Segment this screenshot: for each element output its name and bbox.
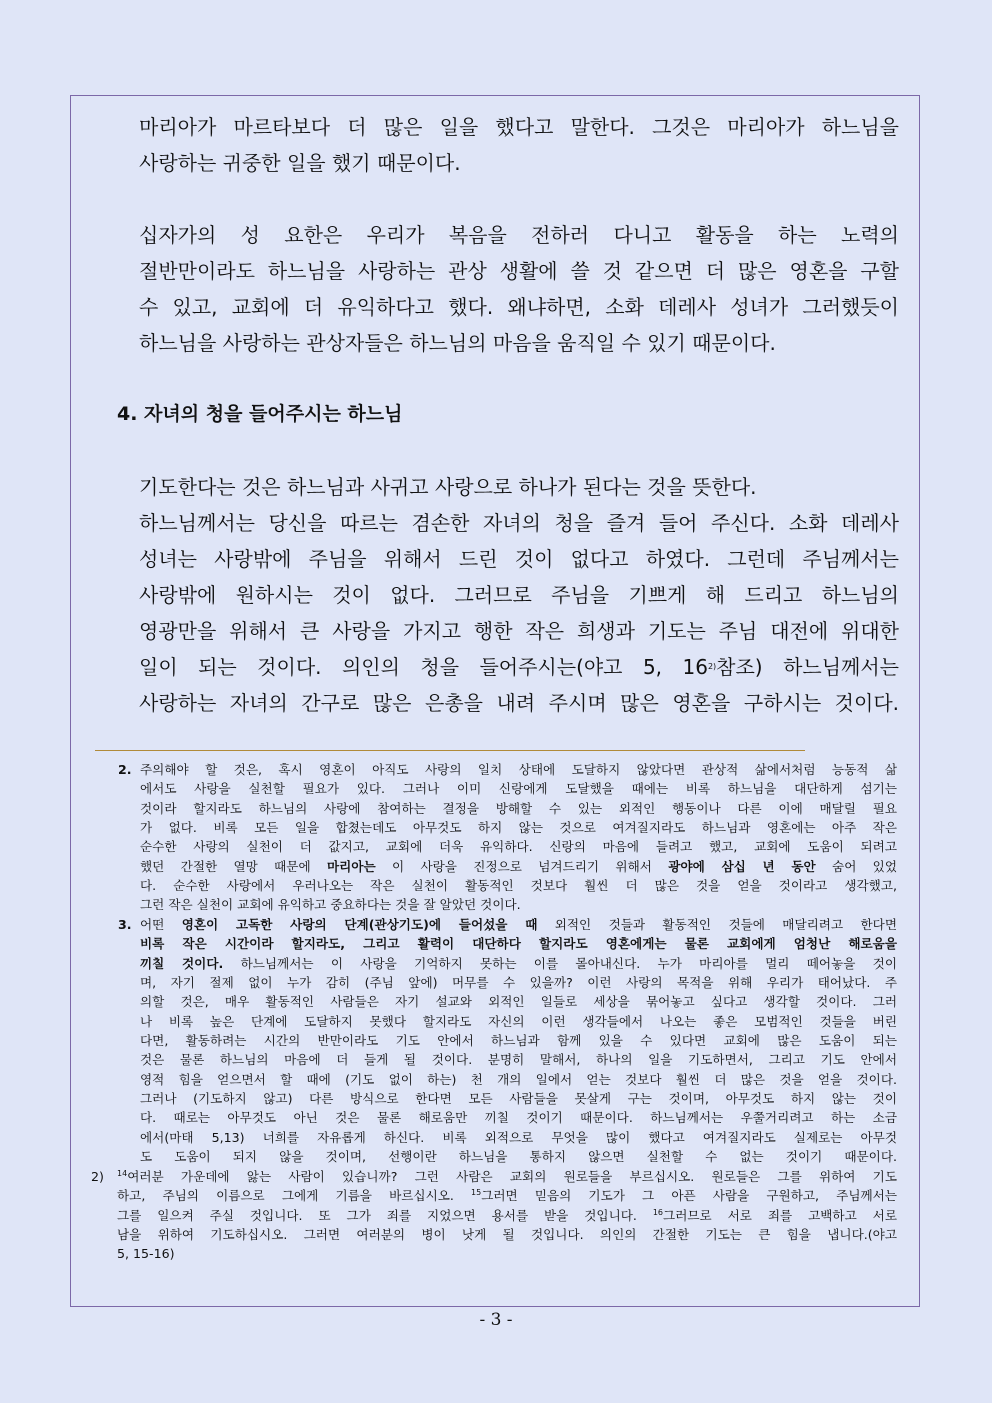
footnote-line (140, 954, 897, 973)
footnote-number: 2. (118, 762, 132, 777)
bold-text: 광야에 삼십 년 동안 (668, 858, 816, 874)
footnote-number: 2) (91, 1169, 104, 1184)
footnote-line: 5, 15-16) (117, 1246, 175, 1262)
footnote-2 (118, 760, 897, 915)
text-segment: 숨어 있었 (815, 858, 897, 874)
text-line (139, 649, 899, 685)
footnote-line: 다. 순수한 사랑에서 우러나오는 작은 실천이 활동적인 것보다 훨씬 더 많은 것을 얻을 것이라고 생각했고, (140, 878, 897, 894)
verse-number: 15 (471, 1188, 482, 1198)
footnote-line: 의할 것은, 매우 활동적인 사람들은 자기 설교와 외적인 일들로 세상을 묶어놓고 싶다고 생각할 것이다. 그러 (140, 994, 897, 1010)
text-line: 수 있고, 교회에 더 유익하다고 했다. 왜냐하면, 소화 데레사 성녀가 그러했듯이 (139, 295, 899, 319)
verse-number: 14 (117, 1169, 128, 1178)
text-segment: 외적인 것들과 활동적인 것들에 매달리려고 한다면 (537, 917, 897, 932)
footnote-number: 3. (118, 917, 132, 932)
footnote-line: 도 도움이 되지 않을 것이며, 선행이란 하느님을 통하지 않으면 실천할 수 없는 것이기 때문이다. (140, 1149, 897, 1165)
text-line: 성녀는 사랑밖에 주님을 위해서 드린 것이 없다고 하였다. 그런데 주님께서는 (139, 547, 899, 571)
text-line: 사랑하는 자녀의 간구로 많은 은총을 내려 주시며 많은 영혼을 구하시는 것이다. (139, 691, 899, 715)
footnote-line (117, 1167, 897, 1186)
bold-text: 끼칠 것이다. (140, 955, 224, 971)
footnote-line: 가 없다. 비록 모든 일을 합쳤는데도 아무것도 하지 않는 것으로 여겨질지라도 하느님과 영혼에는 아주 작은 (140, 820, 897, 836)
text-line: 하느님께서는 당신을 따르는 겸손한 자녀의 청을 즐겨 들어 주신다. 소화 데레사 (139, 511, 899, 535)
footnote-separator (95, 750, 805, 751)
footnote-line: 그런 작은 실천이 교회에 유익하고 중요하다는 것을 잘 알았던 것이다. (140, 897, 521, 913)
text-segment: 그러므로 서로 죄를 고백하고 서로 (663, 1207, 897, 1223)
footnote-line: 순수한 사랑의 실천이 더 값지고, 교회에 더욱 유익하다. 신랑의 마음에 들려고 했고, 교회에 도움이 되려고 (140, 839, 897, 855)
footnote-line: 다. 때로는 아무것도 아닌 것은 물론 해로움만 끼칠 것이기 때문이다. 하느님께서는 우쭐거리려고 하는 소금 (140, 1110, 897, 1126)
text-line: 사랑밖에 원하시는 것이 없다. 그러므로 주님을 기쁘게 해 드리고 하느님의 (139, 583, 899, 607)
text-segment: 어떤 (140, 917, 182, 932)
text-line: 사랑하는 귀중한 일을 했기 때문이다. (139, 151, 461, 175)
footnote-line (117, 1206, 897, 1225)
footnote-line: 것은 물론 하느님의 마음에 더 들게 될 것이다. 분명히 말해서, 하나의 일을 기도하면서, 그리고 기도 안에서 (140, 1052, 897, 1068)
footnote-line: 에서도 사랑을 실천할 필요가 있다. 그러나 이미 신랑에게 도달했을 때에는 비록 하느님을 대단하게 섬기는 (140, 781, 897, 797)
footnote-line (140, 934, 897, 953)
text-segment: 일이 되는 것이다. 의인의 청을 들어주시는(야고 5, 16 (139, 655, 708, 679)
bold-text: 비록 작은 시간이라 할지라도, 그리고 활력이 대단하다 할지라도 영혼에게는 물론 교회에게 엄청난 해로움을 (140, 936, 897, 952)
text-line: 마리아가 마르타보다 더 많은 일을 했다고 말한다. 그것은 마리아가 하느님을 (139, 115, 899, 139)
body-paragraph (139, 217, 899, 361)
text-segment: 하느님께서는 이 사랑을 기억하지 못하는 이를 몰아내신다. 누가 마리아를 멀리 떼어놓을 것이 (223, 955, 897, 971)
text-segment: 이 사랑을 진정으로 넘겨드리기 위해서 (375, 858, 669, 874)
text-line: 하느님을 사랑하는 관상자들은 하느님의 마음을 움직일 수 있기 때문이다. (139, 331, 776, 355)
text-line: 십자가의 성 요한은 우리가 복음을 전하러 다니고 활동을 하는 노력의 (139, 223, 899, 247)
text-line: 절반만이라도 하느님을 사랑하는 관상 생활에 쓸 것 같으면 더 많은 영혼을 구할 (139, 259, 899, 283)
bold-text: 마리아는 (326, 858, 376, 874)
footnote-line: 것이라 할지라도 하느님의 사랑에 참여하는 결정을 방해할 수 있는 외적인 행동이나 다른 이에 매달릴 필요 (140, 800, 897, 816)
text-segment: 참조) 하느님께서는 (716, 655, 899, 679)
footnote-line: 나 비록 높은 단계에 도달하지 못했다 할지라도 자신의 이런 생각들에서 나오는 좋은 모범적인 것들을 버린 (140, 1013, 897, 1029)
footnote-line (117, 1186, 897, 1205)
footnote-line (140, 915, 897, 934)
verse-number: 16 (652, 1207, 664, 1217)
footnote-ref: 2) (707, 662, 717, 671)
text-segment: 하고, 주님의 이름으로 그에게 기름을 바르십시오. (117, 1188, 472, 1204)
body-paragraph (139, 469, 899, 721)
text-segment: 했던 간절한 열망 때문에 (140, 858, 327, 874)
footnote-scripture (91, 1167, 897, 1264)
footnote-line: 남을 위하여 기도하십시오. 그러면 여러분의 병이 낫게 될 것입니다. 의인의 간절한 기도는 큰 힘을 냅니다.(야고 (117, 1227, 897, 1243)
page-number: - 3 - (479, 1310, 513, 1330)
text-line: 기도한다는 것은 하느님과 사귀고 사랑으로 하나가 된다는 것을 뜻한다. (139, 475, 757, 499)
text-segment: 여러분 가운데에 앓는 사람이 있습니까? 그런 사람은 교회의 원로들을 부르십시오. 원로들은 그를 위하여 기도 (127, 1169, 897, 1184)
footnote-line: 주의해야 할 것은, 혹시 영혼이 아직도 사랑의 일치 상태에 도달하지 않았다면 관상적 삶에서처럼 능동적 삶 (140, 762, 897, 777)
footnote-line (140, 857, 897, 876)
text-segment: 그러면 믿음의 기도가 그 아픈 사람을 구원하고, 주님께서는 (481, 1188, 897, 1204)
footnote-line: 며, 자기 절제 없이 누가 감히 (주님 앞에) 머무를 수 있을까? 이런 사랑의 목적을 위해 우리가 태어났다. 주 (140, 975, 897, 991)
text-line: 영광만을 위해서 큰 사랑을 가지고 행한 작은 희생과 기도는 주님 대전에 위대한 (139, 619, 899, 643)
footnote-line: 에서(마태 5,13) 너희를 자유롭게 하신다. 비록 외적으로 무엇을 많이 했다고 여겨질지라도 실제로는 아무것 (140, 1129, 897, 1145)
body-paragraph (139, 109, 899, 181)
section-heading: 4. 자녀의 청을 들어주시는 하느님 (117, 403, 403, 425)
bold-text: 영혼이 고독한 사랑의 단계(관상기도)에 들어섰을 때 (181, 917, 538, 932)
text-segment: 그를 일으켜 주실 것입니다. 또 그가 죄를 지었으면 용서를 받을 것입니다. (117, 1207, 653, 1223)
footnote-line: 그러나 (기도하지 않고) 다른 방식으로 한다면 모든 사람들을 못살게 구는 것이며, 아무것도 하지 않는 것이 (140, 1091, 897, 1107)
footnote-line: 다면, 활동하려는 시간의 반만이라도 기도 안에서 하느님과 함께 있을 수 있다면 교회에 많은 도움이 되는 (140, 1033, 897, 1049)
footnote-line: 영적 힘을 얻으면서 할 때에 (기도 없이 하는) 천 개의 일에서 얻는 것보다 훨씬 더 많은 것을 얻을 것이다. (140, 1071, 897, 1087)
